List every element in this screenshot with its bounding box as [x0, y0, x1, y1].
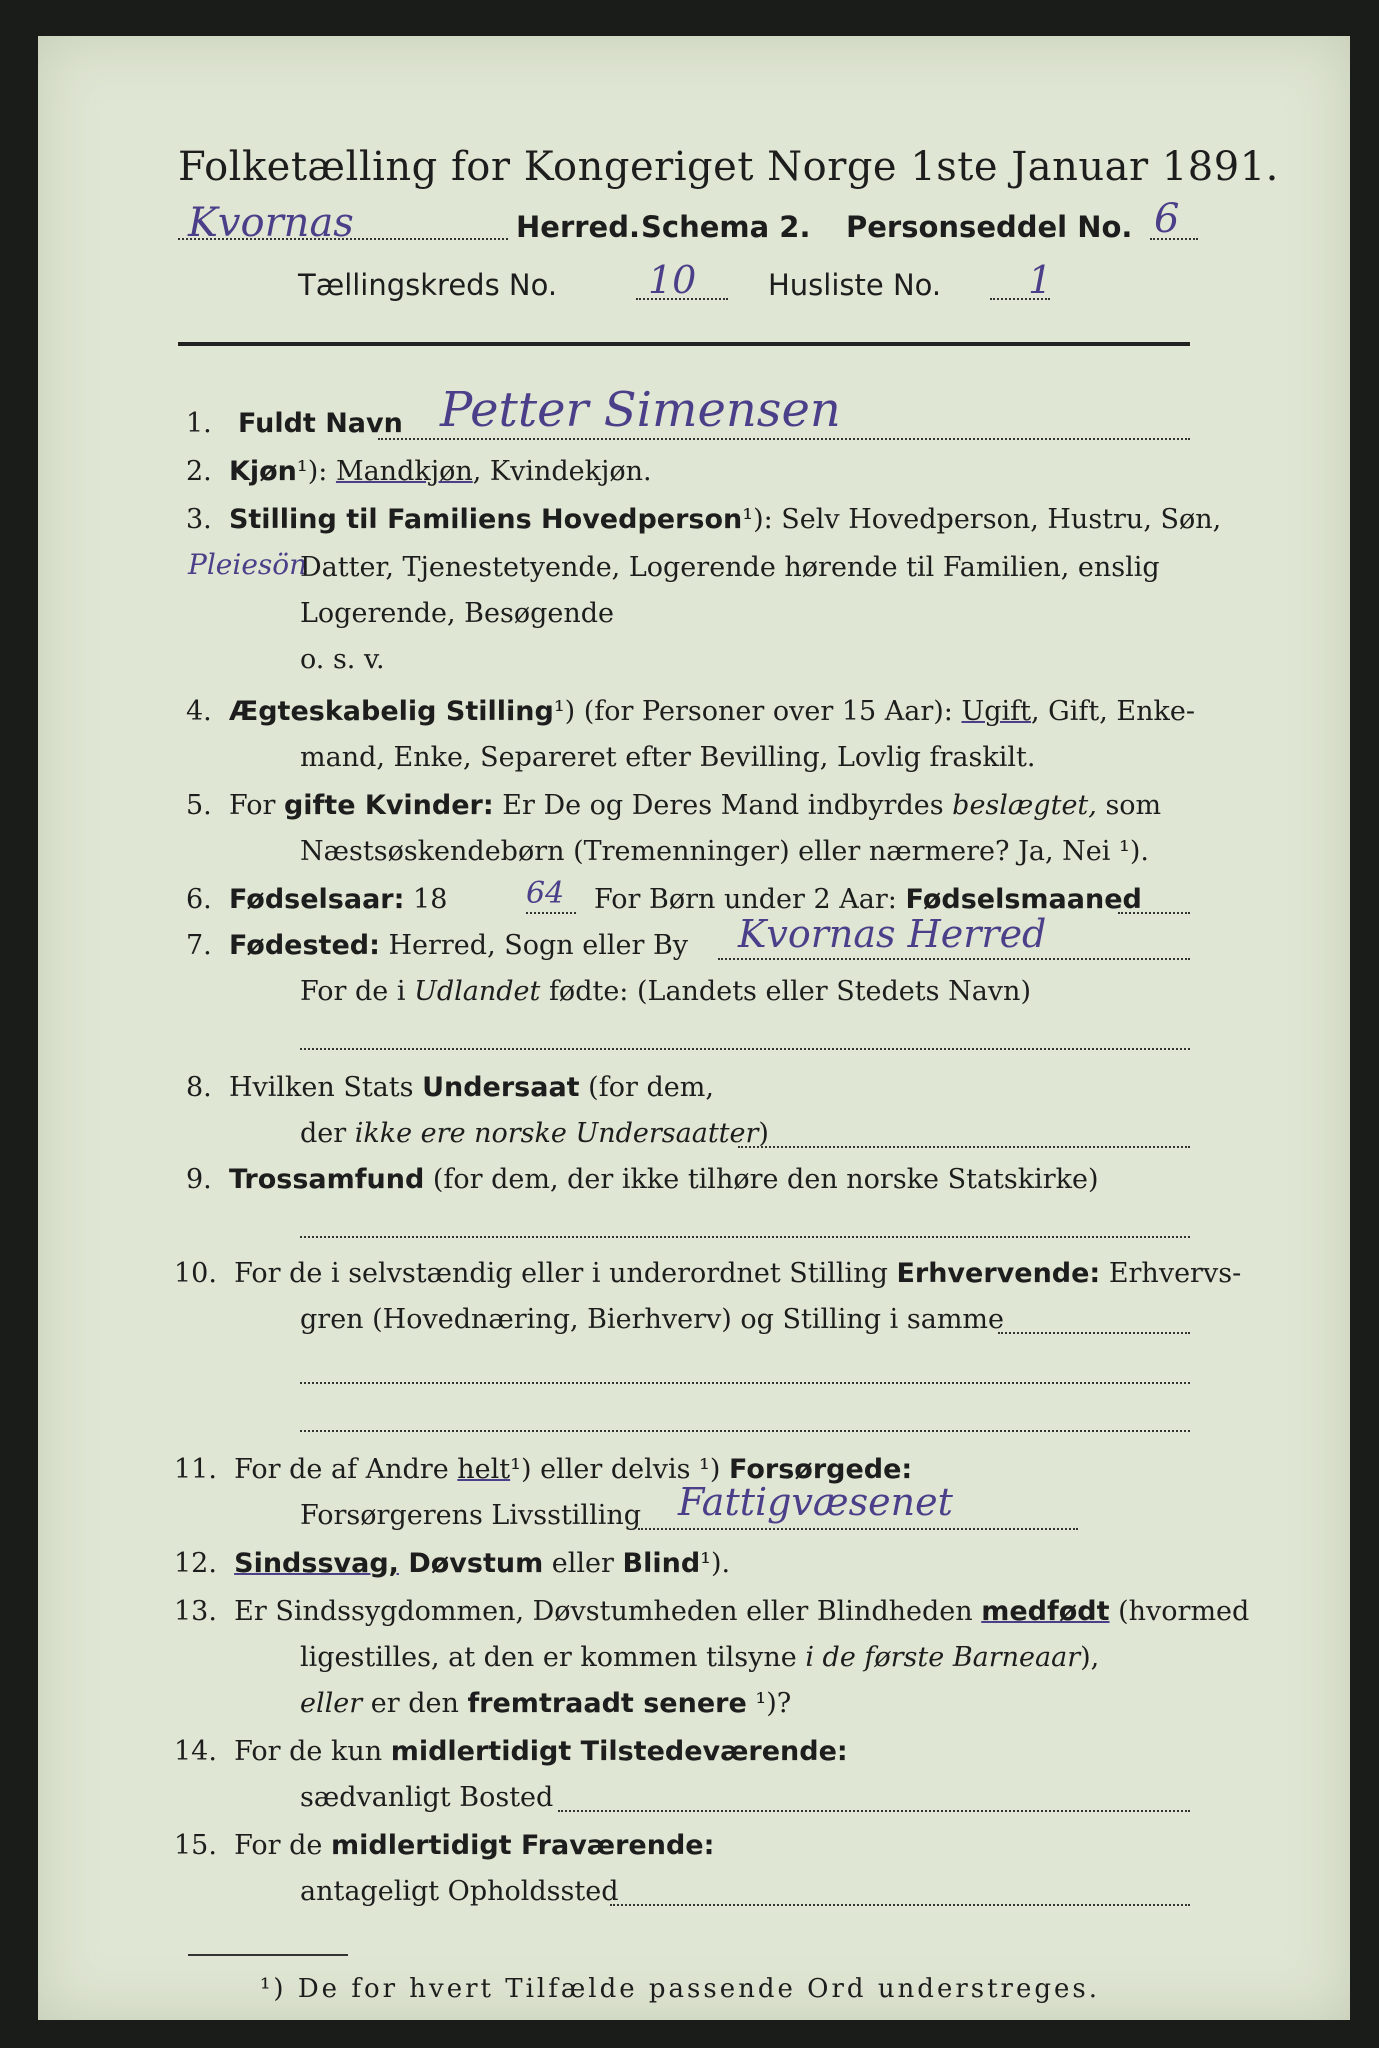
- q11-row-2: Forsørgerens Livsstilling: [300, 1500, 642, 1531]
- q14-row-1: 14. For de kun midlertidigt Tilstedeværende:: [174, 1736, 848, 1767]
- husliste-value: 1: [1028, 258, 1053, 302]
- husliste-label: Husliste No.: [768, 268, 942, 302]
- q3-margin-note: Pleiesön: [188, 548, 308, 581]
- q12-option-sindssvag: Sindssvag,: [234, 1548, 399, 1579]
- q1-full-name-value: Petter Simensen: [440, 382, 841, 438]
- form-title: Folketælling for Kongeriget Norge 1ste Januar 1891.: [178, 144, 1279, 190]
- q10-row-2: gren (Hovednæring, Bierhverv) og Stilling i samme: [300, 1304, 1005, 1335]
- footnote-rule: [188, 1954, 348, 1956]
- q10-row-1: 10. For de i selvstændig eller i underordnet Stilling Erhvervende: Erhvervs-: [174, 1258, 1242, 1289]
- q7-row-2: For de i Udlandet fødte: (Landets eller Stedets Navn): [300, 976, 1031, 1007]
- q9-row: 9. Trossamfund (for dem, der ikke tilhøre den norske Statskirke): [186, 1164, 1099, 1195]
- footnote: ¹) De for hvert Tilfælde passende Ord understreges.: [260, 1974, 1101, 2004]
- personseddel-value: 6: [1154, 196, 1180, 242]
- q15-row-1: 15. For de midlertidigt Fraværende:: [174, 1830, 715, 1861]
- herred-label: Herred.: [516, 210, 640, 244]
- q5-row-2: Næstsøskendebørn (Tremenninger) eller nærmere? Ja, Nei ¹).: [300, 836, 1149, 867]
- q3-row-4: o. s. v.: [300, 644, 385, 675]
- q6-row: 6. Fødselsaar: 18: [186, 884, 448, 915]
- q2-row: 2. Kjøn¹): Mandkjøn, Kvindekjøn.: [186, 456, 652, 487]
- q6-label-2: For Børn under 2 Aar: Fødselsmaaned: [594, 884, 1142, 915]
- q15-row-2: antageligt Opholdssted: [300, 1876, 619, 1907]
- q14-row-2: sædvanligt Bosted: [300, 1782, 554, 1813]
- personseddel-label: Personseddel No.: [846, 210, 1133, 244]
- q4-option-ugift: Ugift: [961, 696, 1032, 727]
- herred-value: Kvornas: [188, 200, 354, 246]
- q1-label: Fuldt Navn: [238, 408, 403, 439]
- header-rule: [178, 342, 1190, 346]
- q7-row-1: 7. Fødested: Herred, Sogn eller By: [186, 930, 689, 961]
- q5-row-1: 5. For gifte Kvinder: Er De og Deres Mand indbyrdes beslægtet, som: [186, 790, 1162, 821]
- q1-number: 1.: [186, 408, 212, 439]
- q13-row-1: 13. Er Sindssygdommen, Døvstumheden eller Blindheden medfødt (hvormed: [174, 1596, 1250, 1627]
- kreds-label: Tællingskreds No.: [298, 268, 558, 302]
- q11-row-1: 11. For de af Andre helt¹) eller delvis ¹) Forsørgede:: [174, 1454, 913, 1485]
- q4-row-2: mand, Enke, Separeret efter Bevilling, Lovlig fraskilt.: [300, 742, 1036, 773]
- schema-label: Schema 2.: [641, 210, 811, 244]
- q13-option-medfodt: medfødt: [981, 1596, 1110, 1627]
- q11-provider-value: Fattigvæsenet: [678, 1480, 953, 1524]
- q11-option-helt: helt: [457, 1454, 511, 1485]
- q13-row-2: ligestilles, at den er kommen tilsyne i de første Barneaar),: [300, 1642, 1100, 1673]
- q4-row-1: 4. Ægteskabelig Stilling¹) (for Personer over 15 Aar): Ugift, Gift, Enke-: [186, 696, 1195, 727]
- q7-birthplace-value: Kvornas Herred: [738, 912, 1047, 956]
- q3-row-2: Datter, Tjenestetyende, Logerende hørende til Familien, enslig: [300, 552, 1160, 583]
- q8-row-1: 8. Hvilken Stats Undersaat (for dem,: [186, 1072, 714, 1103]
- q3-row-3: Logerende, Besøgende: [300, 598, 614, 629]
- q3-row-1: 3. Stilling til Familiens Hovedperson¹): Selv Hovedperson, Hustru, Søn,: [186, 504, 1222, 535]
- census-form-page: [38, 36, 1350, 2020]
- q13-row-3: eller er den fremtraadt senere ¹)?: [300, 1688, 792, 1719]
- q8-row-2: der ikke ere norske Undersaatter): [300, 1118, 769, 1149]
- q2-option-mandkjon: Mandkjøn: [335, 456, 473, 487]
- q12-row: 12. Sindssvag, Døvstum eller Blind¹).: [174, 1548, 731, 1579]
- kreds-value: 10: [648, 258, 697, 302]
- q6-birth-year-value: 64: [526, 876, 565, 911]
